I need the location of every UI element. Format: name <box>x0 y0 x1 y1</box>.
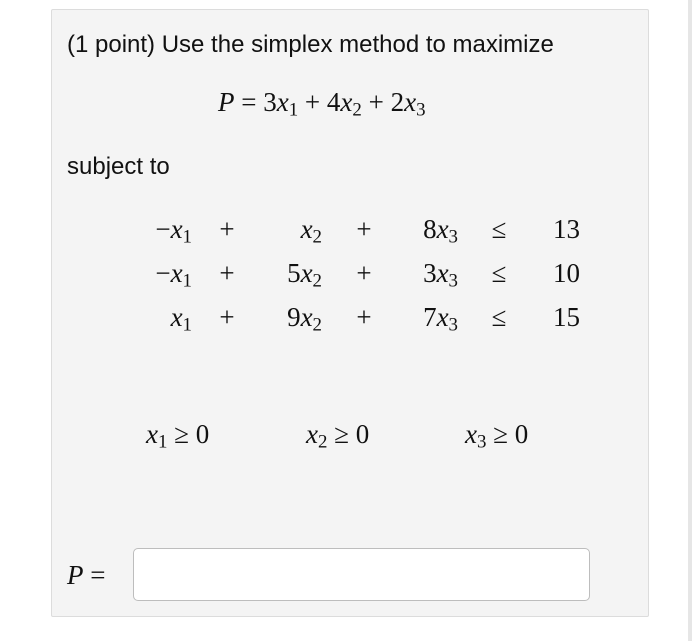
objective-lhs: P <box>218 87 235 117</box>
constraint-row <box>118 251 580 295</box>
constraint-relation: ≤ <box>491 258 507 288</box>
objective-function <box>218 84 426 120</box>
constraint-term: $7x_3$ <box>423 302 458 336</box>
constraint-rhs: 13 <box>553 214 580 244</box>
nonnegativity-x1: $x_1 \ge 0$ <box>146 419 210 453</box>
constraint-term: $8x_3$ <box>423 214 458 248</box>
objective-term: $2x_3$ <box>390 87 426 121</box>
constraint-term: $3x_3$ <box>423 258 458 292</box>
objective-op: + <box>368 87 384 117</box>
problem-prompt: (1 point) Use the simplex method to maximize <box>67 31 554 58</box>
constraint-row <box>118 295 580 339</box>
constraint-relation: ≤ <box>491 214 507 244</box>
constraint-op: + <box>356 258 372 288</box>
constraint-op: + <box>219 258 235 288</box>
constraint-term: $-x_1$ <box>155 214 192 248</box>
subject-to-label: subject to <box>67 153 170 180</box>
nonnegativity-x2: $x_2 \ge 0$ <box>306 419 370 453</box>
nonnegativity-x3: $x_3 \ge 0$ <box>465 419 529 453</box>
objective-term: $4x_2$ <box>326 87 362 121</box>
constraint-term: $5x_2$ <box>287 258 322 292</box>
constraint-rhs: 15 <box>553 302 580 332</box>
constraint-op: + <box>356 302 372 332</box>
constraint-op: + <box>356 214 372 244</box>
constraint-relation: ≤ <box>491 302 507 332</box>
constraint-op: + <box>219 302 235 332</box>
constraint-term: $x_2$ <box>300 214 322 248</box>
constraint-term: $x_1$ <box>170 302 192 336</box>
constraint-row <box>118 207 580 251</box>
objective-op: + <box>304 87 321 117</box>
constraint-term: $9x_2$ <box>287 302 322 336</box>
answer-input[interactable] <box>133 548 590 601</box>
constraint-rhs: 10 <box>553 258 580 288</box>
constraints-table <box>118 207 580 339</box>
objective-eq: = <box>241 87 257 117</box>
objective-term: $3x_1$ <box>263 87 299 121</box>
answer-label: P = <box>67 560 106 590</box>
window-edge <box>688 0 692 641</box>
constraint-term: $-x_1$ <box>155 258 192 292</box>
constraint-op: + <box>219 214 235 244</box>
